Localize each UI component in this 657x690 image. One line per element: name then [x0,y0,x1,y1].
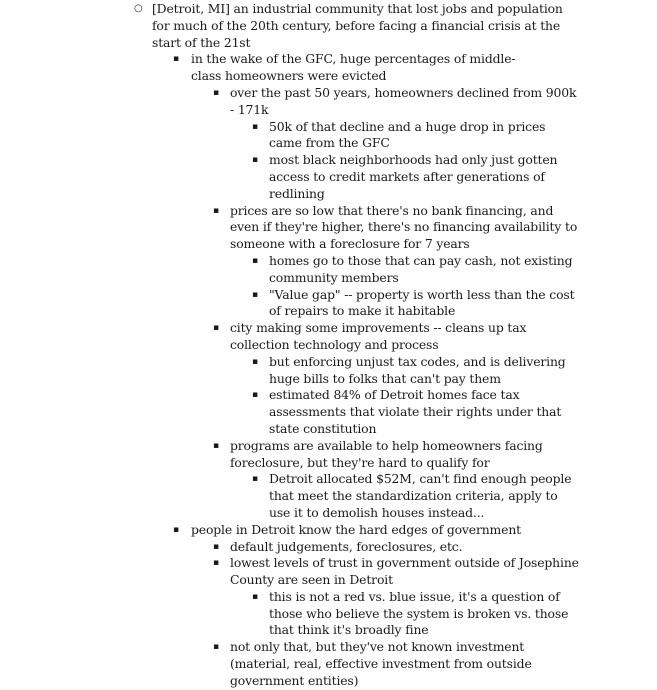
list-item-text: [Detroit, MI] an industrial community that lost jobs and population for much of the 20th century, before facing a financial crisis at the start of the 21st [152,1,563,50]
list-item-text: default judgements, foreclosures, etc. [230,538,463,554]
square-bullet-icon: ▪ [213,323,219,334]
list-item [252,471,581,521]
list-item [213,538,580,556]
square-bullet-icon: ▪ [252,121,258,132]
sublist [152,51,579,689]
list-item-text: not only that, but they've not known investment (material, real, effective investment from outside government entities) [230,639,532,688]
list-item-text: Detroit allocated $52M, can't find enough people that meet the standardization criteria, apply to use it to demolish houses instead... [269,471,572,520]
square-bullet-icon: ▪ [252,255,258,266]
list-item [252,387,581,437]
square-bullet-icon: ▪ [173,524,179,535]
square-bullet-icon: ▪ [173,54,179,65]
list-item-detroit [134,1,579,690]
list-item-text: city making some improvements -- cleans up tax collection technology and process [230,320,527,352]
list-item [213,639,580,689]
list-item-text: but enforcing unjust tax codes, and is delivering huge bills to folks that can't pay them [269,353,566,386]
list-item-text: homes go to those that can pay cash, not existing community members [269,252,573,285]
square-bullet-icon: ▪ [252,591,258,602]
square-bullet-icon: ▪ [213,205,219,216]
list-item [173,51,578,521]
sublist [191,84,578,522]
list-item [173,521,579,690]
square-bullet-icon: ▪ [213,642,219,653]
square-bullet-icon: ▪ [252,155,258,166]
list-item [213,555,580,639]
list-item [252,152,581,202]
sublist [230,589,580,639]
sublist [191,538,579,690]
hollow-circle-bullet-icon: ○ [134,3,143,14]
list-item-text: "Value gap" -- property is worth less than the cost of repairs to make it habitable [269,286,575,319]
list-item-text: in the wake of the GFC, huge percentages of middle-class homeowners were evicted [191,51,516,84]
list-item-text: over the past 50 years, homeowners declined from 900k - 171k [230,84,577,117]
square-bullet-icon: ▪ [213,87,219,98]
list-item-text: most black neighborhoods had only just gotten access to credit markets after generations of redlining [269,152,558,201]
list-item-text: 50k of that decline and a huge drop in prices came from the GFC [269,118,546,151]
list-item [252,286,581,321]
list-item-text: prices are so low that there's no bank financing, and even if they're higher, there's no financing availability to someone with a foreclosure for 7 years [230,202,578,252]
list-item-text: lowest levels of trust in government outside of Josephine County are seen in Detroit [230,555,579,588]
square-bullet-icon: ▪ [252,289,258,300]
square-bullet-icon: ▪ [252,356,258,367]
list-item [252,252,581,287]
list-item [252,588,581,639]
list-item [213,84,580,203]
list-item-text: estimated 84% of Detroit homes face tax assessments that violate their rights under that state constitution [269,387,562,436]
list-item-text: programs are available to help homeowners facing foreclosure, but they're hard to qualify for [230,437,543,470]
list-item [213,320,580,438]
document-body [0,1,657,690]
sublist [230,471,580,521]
list-item [213,202,580,321]
list-item-text: people in Detroit know the hard edges of government [191,521,521,537]
list-item [252,353,581,388]
list-item [213,437,580,522]
square-bullet-icon: ▪ [213,541,219,552]
square-bullet-icon: ▪ [252,474,258,485]
list-item [252,118,581,153]
square-bullet-icon: ▪ [252,390,258,401]
square-bullet-icon: ▪ [213,440,219,451]
sublist [230,354,580,438]
outline-list [0,1,657,690]
sublist [230,119,580,203]
sublist [230,253,580,320]
square-bullet-icon: ▪ [213,558,219,569]
list-item-text: this is not a red vs. blue issue, it's a question of those who believe the system is broken vs. those that think it's broadly fine [269,588,569,638]
